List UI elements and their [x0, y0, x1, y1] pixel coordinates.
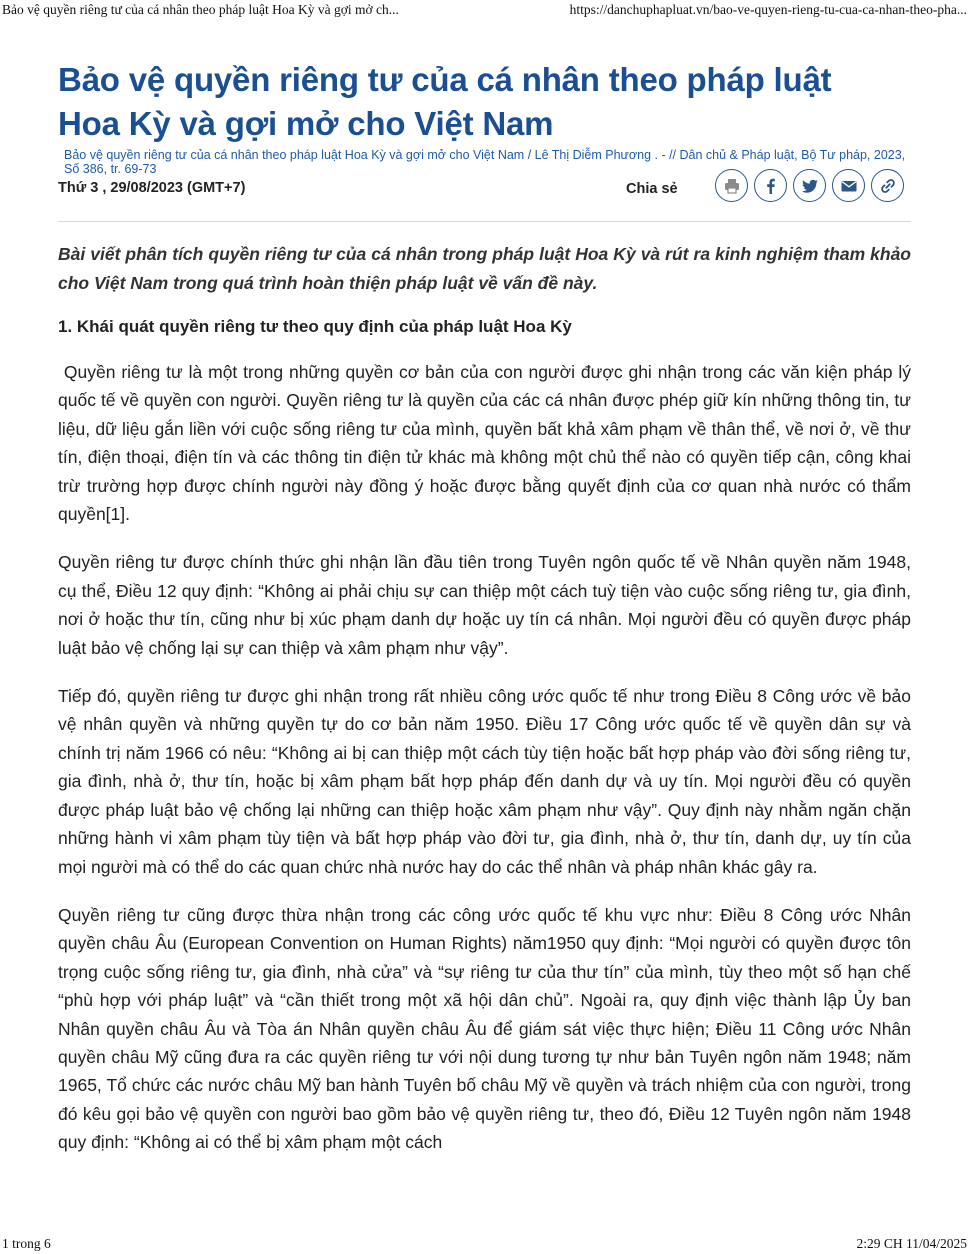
share-label: Chia sẻ: [626, 181, 678, 197]
paragraph: Quyền riêng tư cũng được thừa nhận trong các công ước quốc tế khu vực như: Điều 8 Công ước Nhân quyền châu Âu (European Convention on Human Rights) năm1950 quy định: “Mọi người có quyền được tôn trọng cuộc sống riêng tư, gia đình, nhà cửa” và “sự riêng tư của thư tín” của mình, tùy theo một số hạn chế “phù hợp với pháp luật” và “cần thiết trong một xã hội dân chủ”. Ngoài ra, quy định việc thành lập Ủy ban Nhân quyền châu Âu và Tòa án Nhân quyền châu Âu để giám sát việc thực hiện; Điều 11 Công ước Nhân quyền châu Mỹ cũng đưa ra các quyền riêng tư với nội dung tương tự như bản Tuyên ngôn năm 1948; năm 1965, Tổ chức các nước châu Mỹ ban hành Tuyên bố châu Mỹ về quyền và trách nhiệm của con người, trong đó kêu gọi bảo vệ quyền con người bao gồm bảo vệ quyền riêng tư, theo đó, Điều 12 Tuyên ngôn năm 1948 quy định: “Không ai có thể bị xâm phạm một cách: [58, 904, 911, 1153]
facebook-share-button[interactable]: [754, 169, 787, 202]
article-title-line-1: Bảo vệ quyền riêng tư của cá nhân theo pháp luật: [58, 61, 832, 98]
print-button[interactable]: [715, 169, 748, 202]
print-icon: [722, 176, 742, 196]
article-title: [58, 58, 911, 146]
print-url: https://danchuphapluat.vn/bao-ve-quyen-rieng-tu-cua-ca-nhan-theo-pha...: [569, 2, 967, 17]
paragraph: Quyền riêng tư là một trong những quyền cơ bản của con người được ghi nhận trong các văn kiện pháp lý quốc tế về quyền con người. Quyền riêng tư là quyền của các cá nhân được phép giữ kín những thông tin, tư liệu, dữ liệu gắn liền với cuộc sống riêng tư của mình, quyền bất khả xâm phạm về thân thể, về nơi ở, về thư tín, điện thoại, điện tín và các thông tin điện tử khác mà không một chủ thể nào có quyền tiếp cận, công khai trừ trường hợp được chính người này đồng ý hoặc được bằng quyết định của cơ quan nhà nước có thẩm quyền[1].: [58, 362, 916, 525]
facebook-icon: [761, 176, 781, 196]
section-heading: 1. Khái quát quyền riêng tư theo quy định của pháp luật Hoa Kỳ: [58, 317, 572, 336]
publish-date: Thứ 3 , 29/08/2023 (GMT+7): [58, 180, 246, 196]
paragraph: Quyền riêng tư được chính thức ghi nhận lần đầu tiên trong Tuyên ngôn quốc tế về Nhân quyền năm 1948, cụ thể, Điều 12 quy định: “Không ai phải chịu sự can thiệp một cách tuỳ tiện vào cuộc sống riêng tư, gia đình, nơi ở hoặc thư tín, cũng như bị xúc phạm danh dự hoặc uy tín cá nhân. Mọi người đều có quyền được pháp luật bảo vệ chống lại sự can thiệp và xâm phạm như vậy”.: [58, 552, 911, 658]
share-buttons: [715, 169, 904, 202]
paragraph: Tiếp đó, quyền riêng tư được ghi nhận trong rất nhiều công ước quốc tế như trong Điều 8 Công ước về bảo vệ nhân quyền và những quyền tự do cơ bản năm 1950. Điều 17 Công ước quốc tế về quyền dân sự và chính trị năm 1966 có nêu: “Không ai bị can thiệp một cách tùy tiện hoặc bất hợp pháp vào đời sống riêng tư, gia đình, nhà ở, thư tín, hoặc bị xâm phạm bất hợp pháp đến danh dự và uy tín. Mọi người đều có quyền được pháp luật bảo vệ chống lại những can thiệp hoặc xâm phạm như vậy”. Quy định này nhằm ngăn chặn những hành vi xâm phạm tùy tiện và bất hợp pháp vào đời tư, gia đình, nhà ở, thư tín, danh dự, uy tín của mọi người mà có thể do các quan chức nhà nước hay do các thể nhân và pháp nhân khác gây ra.: [58, 686, 911, 877]
twitter-icon: [800, 176, 820, 196]
citation: Bảo vệ quyền riêng tư của cá nhân theo pháp luật Hoa Kỳ và gợi mở cho Việt Nam / Lê Thị Diễm Phương . - // Dân chủ & Pháp luật, Bộ Tư pháp, 2023, Số 386, tr. 69-73: [64, 148, 906, 176]
meta-row: [58, 177, 911, 222]
twitter-share-button[interactable]: [793, 169, 826, 202]
article: [58, 58, 916, 1157]
print-timestamp: 2:29 CH 11/04/2025: [856, 1236, 967, 1251]
print-header: [2, 2, 967, 20]
copy-link-button[interactable]: [871, 169, 904, 202]
email-share-button[interactable]: [832, 169, 865, 202]
page-number: 1 trong 6: [2, 1236, 51, 1251]
email-icon: [839, 176, 859, 196]
link-icon: [878, 176, 898, 196]
article-sapo: Bài viết phân tích quyền riêng tư của cá nhân trong pháp luật Hoa Kỳ và rút ra kinh nghiệm tham khảo cho Việt Nam trong quá trình hoàn thiện pháp luật về vấn đề này.: [58, 244, 911, 293]
article-title-line-2: Hoa Kỳ và gợi mở cho Việt Nam: [58, 105, 554, 142]
print-page-title: Bảo vệ quyền riêng tư của cá nhân theo pháp luật Hoa Kỳ và gợi mở ch...: [2, 2, 399, 17]
print-footer: [2, 1234, 967, 1252]
